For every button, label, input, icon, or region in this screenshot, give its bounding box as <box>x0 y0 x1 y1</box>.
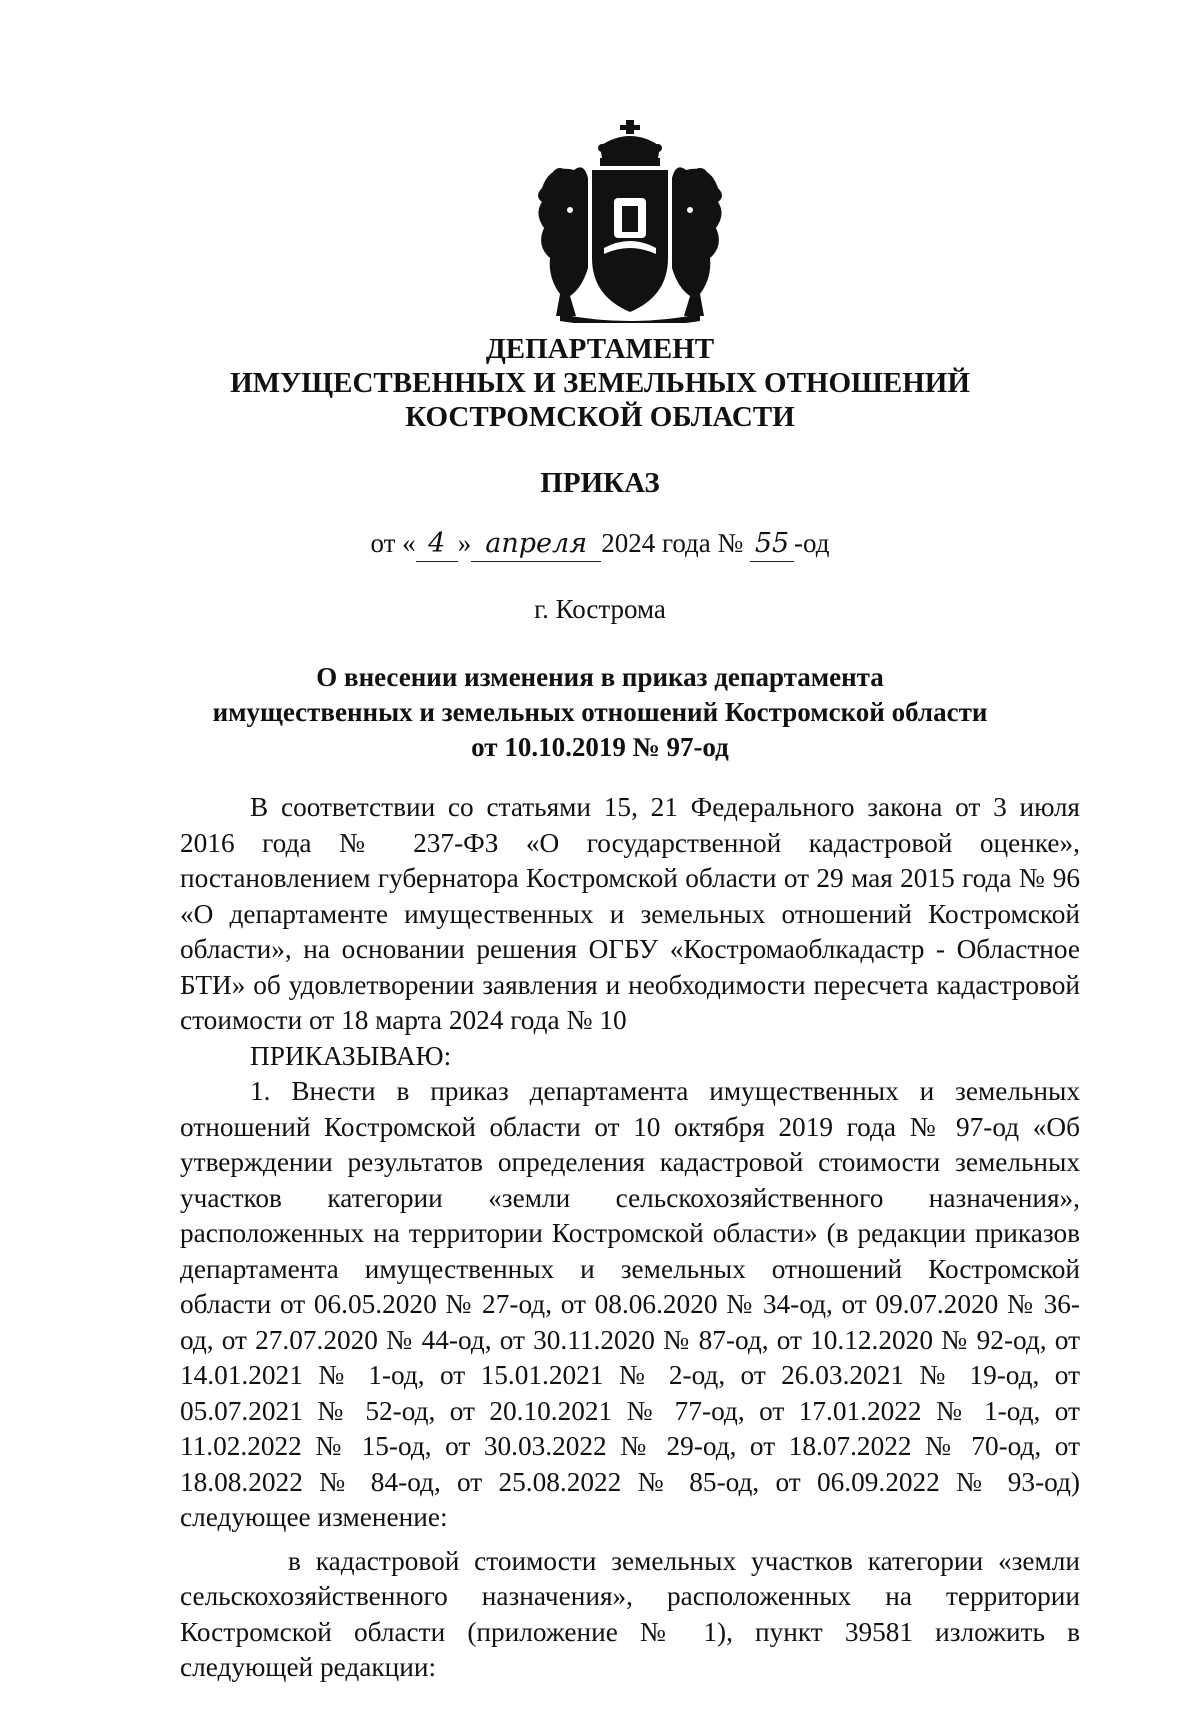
coat-of-arms-icon <box>530 118 730 323</box>
department-name-line-3: КОСТРОМСКОЙ ОБЛАСТИ <box>405 401 795 433</box>
preamble-paragraph: В соответствии со статьями 15, 21 Федерального закона от 3 июля 2016 года № 237-ФЗ «О государственной кадастровой оценке», постановлением губернатора Костромской области от 29 мая 2015 года № 96 «О департаменте имущественных и земельных отношений Костромской области», на основании решения ОГБУ «Костромаоблкадастр - Областное БТИ» об удовлетворении заявления и необходимости пересчета кадастровой стоимости от 18 марта 2024 года № 10 <box>180 792 1080 1035</box>
order-body <box>180 790 1080 1686</box>
document-type: ПРИКАЗ <box>540 467 660 499</box>
date-prefix: от « <box>370 528 416 558</box>
city-line: г. Кострома <box>534 594 666 624</box>
date-year-text: 2024 года № <box>601 528 744 558</box>
handwritten-day: 4 <box>416 527 458 562</box>
order-number-suffix: -од <box>794 528 830 558</box>
item-1-detail-paragraph: в кадастровой стоимости земельных участков категории «земли сельскохозяйственного назначения», расположенных на территории Костромской области (приложение № 1), пункт 39581 изложить в следующей редакции: <box>180 1545 1080 1682</box>
handwritten-order-number: 55 <box>750 527 794 562</box>
subject-line-3: от 10.10.2019 № 97-од <box>471 732 729 762</box>
department-name <box>150 332 1050 434</box>
order-subject <box>150 660 1050 765</box>
subject-line-2: имущественных и земельных отношений Костромской области <box>212 697 988 727</box>
date-mid: » <box>457 528 472 558</box>
order-date-line <box>150 526 1050 562</box>
order-word: ПРИКАЗЫВАЮ: <box>250 1040 452 1071</box>
department-name-line-2: ИМУЩЕСТВЕННЫХ И ЗЕМЕЛЬНЫХ ОТНОШЕНИЙ <box>230 367 970 399</box>
department-name-line-1: ДЕПАРТАМЕНТ <box>485 333 715 365</box>
item-1-paragraph: 1. Внести в приказ департамента имущественных и земельных отношений Костромской области от 10 октября 2019 года № 97-од «Об утверждении результатов определения кадастровой стоимости земельных участков категории «земли сельскохозяйственного назначения», расположенных на территории Костромской области» (в редакции приказов департамента имущественных и земельных отношений Костромской области от 06.05.2020 № 27-од, от 08.06.2020 № 34-од, от 09.07.2020 № 36-од, от 27.07.2020 № 44-од, от 30.11.2020 № 87-од, от 10.12.2020 № 92-од, от 14.01.2021 № 1-од, от 15.01.2021 № 2-од, от 26.03.2021 № 19-од, от 05.07.2021 № 52-од, от 20.10.2021 № 77-од, от 17.01.2022 № 1-од, от 11.02.2022 № 15-од, от 30.03.2022 № 29-од, от 18.07.2022 № 70-од, от 18.08.2022 № 84-од, от 25.08.2022 № 85-од, от 06.09.2022 № 93-од) следующее изменение: <box>180 1076 1080 1532</box>
handwritten-month: апреля <box>471 527 601 562</box>
subject-line-1: О внесении изменения в приказ департамента <box>316 662 884 692</box>
